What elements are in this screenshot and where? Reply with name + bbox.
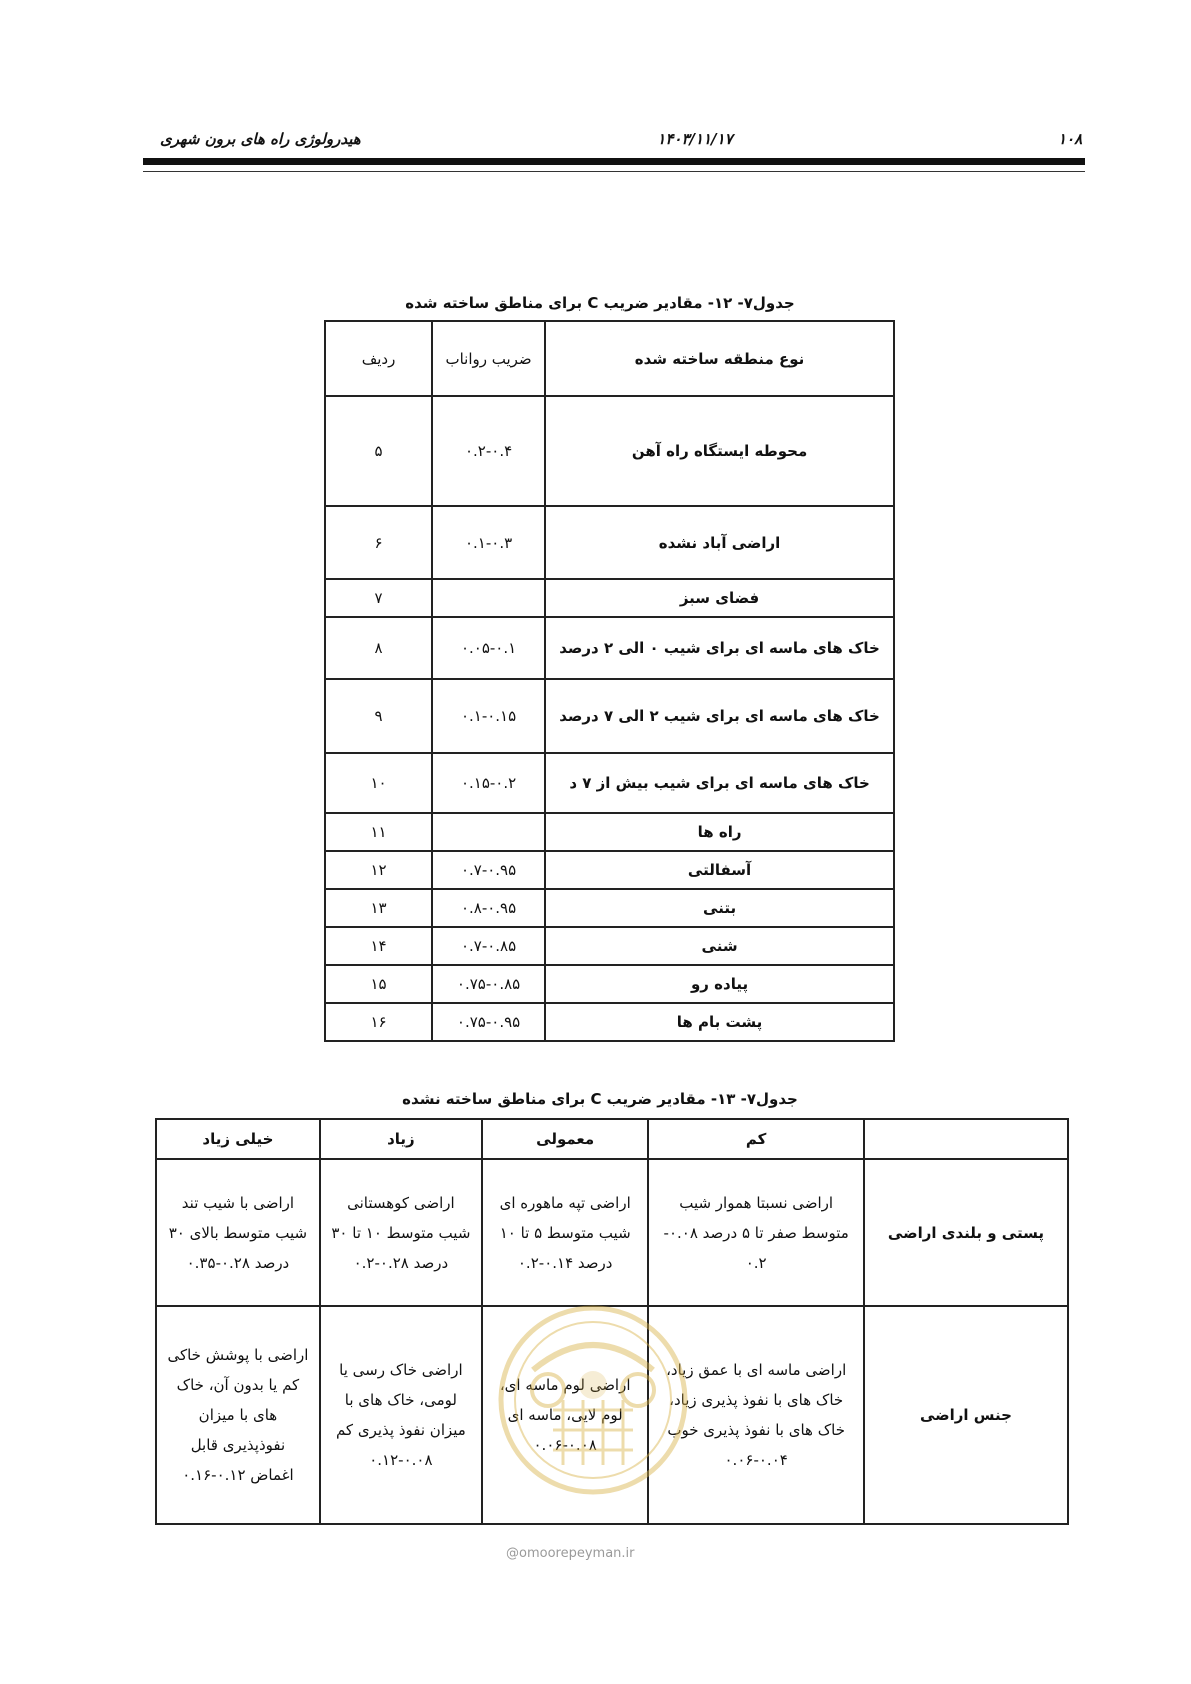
- cell-normal: اراضی تپه ماهوره ای شیب متوسط ۵ تا ۱۰ درصد ۰.۱۴-۰.۲: [482, 1159, 649, 1306]
- table1: [324, 320, 895, 1042]
- cell-coef: ۰.۷-۰.۸۵: [432, 927, 545, 965]
- cell-type: محوطه ایستگاه راه آهن: [545, 396, 894, 506]
- cell-row: ۱۶: [325, 1003, 432, 1041]
- cell-very-high: اراضی با پوشش خاکی کم یا بدون آن، خاک های با میزان نفوذپذیری قابل اغماض ۰.۱۲-۰.۱۶: [156, 1306, 320, 1524]
- cell-row: ۱۵: [325, 965, 432, 1003]
- cell-high: اراضی کوهستانی شیب متوسط ۱۰ تا ۳۰ درصد ۰.۲۸-۰.۲: [320, 1159, 482, 1306]
- table-row: [325, 851, 894, 889]
- table2-header-high: زیاد: [320, 1119, 482, 1159]
- table2-header-blank: [864, 1119, 1068, 1159]
- cell-coef: ۰.۷۵-۰.۹۵: [432, 1003, 545, 1041]
- cell-very-high: اراضی با شیب تند شیب متوسط بالای ۳۰ درصد ۰.۲۸-۰.۳۵: [156, 1159, 320, 1306]
- cell-row: ۱۱: [325, 813, 432, 851]
- cell-type: شنی: [545, 927, 894, 965]
- cell-type: خاک های ماسه ای برای شیب ۰ الی ۲ درصد: [545, 617, 894, 679]
- table-row: [325, 1003, 894, 1041]
- table1-caption: جدول۷- ۱۲- مقادیر ضریب C برای مناطق ساخته شده: [405, 294, 795, 312]
- table2-header-low: کم: [648, 1119, 863, 1159]
- cell-type: بتنی: [545, 889, 894, 927]
- table2-header-very-high: خیلی زیاد: [156, 1119, 320, 1159]
- cell-type: پشت بام ها: [545, 1003, 894, 1041]
- cell-row: ۹: [325, 679, 432, 753]
- cell-coef: ۰.۷-۰.۹۵: [432, 851, 545, 889]
- table-row: [325, 679, 894, 753]
- cell-row: ۶: [325, 506, 432, 579]
- watermark-website: @omoorepeyman.ir: [506, 1546, 635, 1561]
- table-row: [325, 617, 894, 679]
- cell-coef: ۰.۸-۰.۹۵: [432, 889, 545, 927]
- table1-header-coef: ضریب رواناب: [432, 321, 545, 396]
- cell-normal: اراضی لوم ماسه ای، لوم لایی، ماسه ای ۰.۰۸-۰.۰۶: [482, 1306, 649, 1524]
- cell-type: آسفالتی: [545, 851, 894, 889]
- table-row: [325, 813, 894, 851]
- cell-row: ۱۳: [325, 889, 432, 927]
- row-label-topography: پستی و بلندی اراضی: [864, 1159, 1068, 1306]
- cell-row: ۷: [325, 579, 432, 617]
- table-row: [325, 396, 894, 506]
- cell-row: ۱۴: [325, 927, 432, 965]
- cell-coef: ۰.۱-۰.۳: [432, 506, 545, 579]
- cell-type: راه ها: [545, 813, 894, 851]
- table-row: [156, 1159, 1068, 1306]
- cell-high: اراضی خاک رسی یا لومی، خاک های با میزان نفوذ پذیری کم ۰.۰۸-۰.۱۲: [320, 1306, 482, 1524]
- page-number: ۱۰۸: [1058, 130, 1083, 148]
- cell-type: خاک های ماسه ای برای شیب ۲ الی ۷ درصد: [545, 679, 894, 753]
- book-title: هیدرولوژی راه های برون شهری: [160, 130, 361, 148]
- cell-coef: ۰.۷۵-۰.۸۵: [432, 965, 545, 1003]
- cell-coef: [432, 579, 545, 617]
- table-row: [325, 753, 894, 813]
- table1-header-row: [325, 321, 894, 396]
- cell-coef: ۰.۱-۰.۱۵: [432, 679, 545, 753]
- table-row: [325, 506, 894, 579]
- cell-row: ۱۰: [325, 753, 432, 813]
- cell-coef: ۰.۰۵-۰.۱: [432, 617, 545, 679]
- cell-type: اراضی آباد نشده: [545, 506, 894, 579]
- cell-row: ۵: [325, 396, 432, 506]
- table1-header-row-number: ردیف: [325, 321, 432, 396]
- cell-type: خاک های ماسه ای برای شیب بیش از ۷ د: [545, 753, 894, 813]
- table2-header-normal: معمولی: [482, 1119, 649, 1159]
- table-row: [325, 579, 894, 617]
- table-row: [325, 965, 894, 1003]
- table2-header-row: [156, 1119, 1068, 1159]
- cell-low: اراضی نسبتا هموار شیب متوسط صفر تا ۵ درصد ۰.۰۸- ۰.۲: [648, 1159, 863, 1306]
- cell-low: اراضی ماسه ای با عمق زیاد، خاک های با نفوذ پذیری زیاد، خاک های با نفوذ پذیری خوب ۰.۰۴-۰.۰۶: [648, 1306, 863, 1524]
- cell-row: ۸: [325, 617, 432, 679]
- table2-caption: جدول۷- ۱۳- مقادیر ضریب C برای مناطق ساخته نشده: [402, 1090, 798, 1108]
- cell-type: پیاده رو: [545, 965, 894, 1003]
- cell-coef: ۰.۲-۰.۴: [432, 396, 545, 506]
- cell-coef: [432, 813, 545, 851]
- header-date: ۱۴۰۳/۱۱/۱۷: [657, 130, 733, 148]
- cell-type: فضای سبز: [545, 579, 894, 617]
- header-rule-thin: [143, 171, 1085, 172]
- row-label-soil-type: جنس اراضی: [864, 1306, 1068, 1524]
- header-rule-thick: [143, 158, 1085, 165]
- cell-row: ۱۲: [325, 851, 432, 889]
- table-row: [325, 927, 894, 965]
- cell-coef: ۰.۱۵-۰.۲: [432, 753, 545, 813]
- table-row: [325, 889, 894, 927]
- watermark-seal-logo: [493, 1300, 693, 1500]
- table1-header-type: نوع منطقه ساخته شده: [545, 321, 894, 396]
